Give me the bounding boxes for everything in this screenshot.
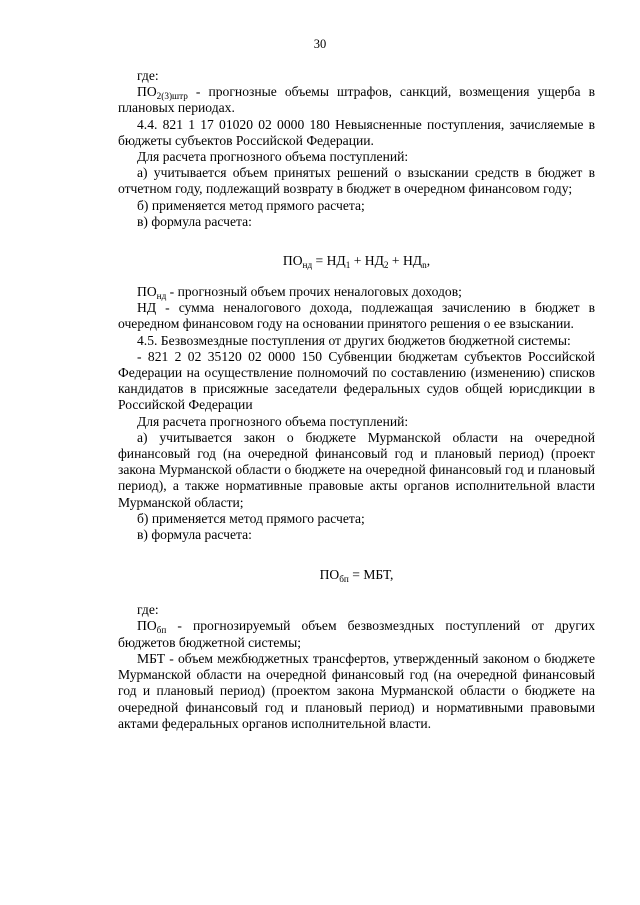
item-v-1: в) формула расчета: [137, 213, 252, 229]
formula2-po-subscript: бп [339, 574, 349, 585]
po-nd-description: - прогнозный объем прочих неналоговых доходов; [166, 284, 462, 300]
item-a-2: а) учитывается закон о бюджете Мурманской области на очередной финансовый год (на очередной финансовый год и плановый период) (проект закона Мурманской области о бюджете на очередной финансовый год и плановый период), а также нормативные правовые акты органов исполнительной власти Мурманской области; [118, 429, 595, 510]
po-nd-subscript: нд [156, 290, 167, 301]
definition-po2-fines [118, 84, 595, 116]
section-4-4: 4.4. 821 1 17 01020 02 0000 180 Невыясненные поступления, зачисляемые в бюджеты субъектов Российской Федерации. [118, 116, 595, 148]
where-label-1: где: [137, 68, 159, 83]
formula2-mbt: = МБТ, [348, 567, 394, 583]
formula-po-bp [118, 566, 595, 584]
where-label-2: где: [137, 602, 159, 618]
formula-po: ПО [282, 253, 303, 269]
item-a-1: а) учитывается объем принятых решений о взыскании средств в бюджет в отчетном году, подлежащий возврату в бюджет в очередном финансовом году; [118, 165, 595, 197]
item-b-2: б) применяется метод прямого расчета; [137, 510, 365, 526]
po-bp-symbol: ПО [137, 618, 157, 634]
definition-mbt: МБТ - объем межбюджетных трансфертов, утвержденный законом о бюджете Мурманской области на очередной финансовый год (на очередной финансовый год и плановый период) (проектом закона Мурманской области о бюджете на очередной финансовый год и плановый период) и нормативными правовыми актами федеральных органов исполнительной власти. [118, 650, 595, 731]
formula-nd2-subscript: 2 [383, 259, 389, 270]
formula-nd2: + НД [350, 253, 384, 269]
definition-po-nd [118, 284, 595, 300]
item-v-2: в) формула расчета: [137, 527, 252, 543]
po-bp-description: - прогнозируемый объем безвозмездных поступлений от других бюджетов бюджетной системы; [118, 618, 595, 650]
item-b-1: б) применяется метод прямого расчета; [137, 197, 365, 213]
po2-symbol: ПО [137, 84, 157, 100]
document-body [118, 68, 595, 732]
formula-nd1-subscript: 1 [345, 259, 351, 270]
calc-intro-1: Для расчета прогнозного объема поступлений: [137, 149, 409, 165]
formula-po-subscript: нд [302, 259, 313, 270]
formula-po-nd [118, 252, 595, 270]
page-number: 30 [313, 37, 327, 51]
definition-po-bp [118, 618, 595, 650]
po-nd-symbol: ПО [137, 284, 157, 300]
formula-ndn-subscript: n [422, 259, 427, 270]
formula-ndn: + НД [388, 253, 423, 269]
po-bp-subscript: бп [156, 625, 167, 636]
section-821-subvention: - 821 2 02 35120 02 0000 150 Субвенции бюджетам субъектов Российской Федерации на осуществление полномочий по составлению (изменению) списков кандидатов в присяжные заседатели федеральных судов общей юрисдикции в Российской Федерации [118, 348, 595, 413]
definition-nd: НД - сумма неналогового дохода, подлежащая зачислению в бюджет в очередном финансовом году на основании принятого решения о ее взыскании. [118, 300, 595, 332]
po2-subscript: 2(3)штр [156, 90, 188, 101]
po2-description: - прогнозные объемы штрафов, санкций, возмещения ущерба в плановых периодах. [118, 84, 595, 116]
section-4-5: 4.5. Безвозмездные поступления от других бюджетов бюджетной системы: [137, 332, 571, 348]
calc-intro-2: Для расчета прогнозного объема поступлений: [137, 413, 409, 429]
formula-end: , [426, 253, 431, 269]
formula2-po: ПО [319, 567, 340, 583]
formula-nd1: = НД [312, 253, 346, 269]
